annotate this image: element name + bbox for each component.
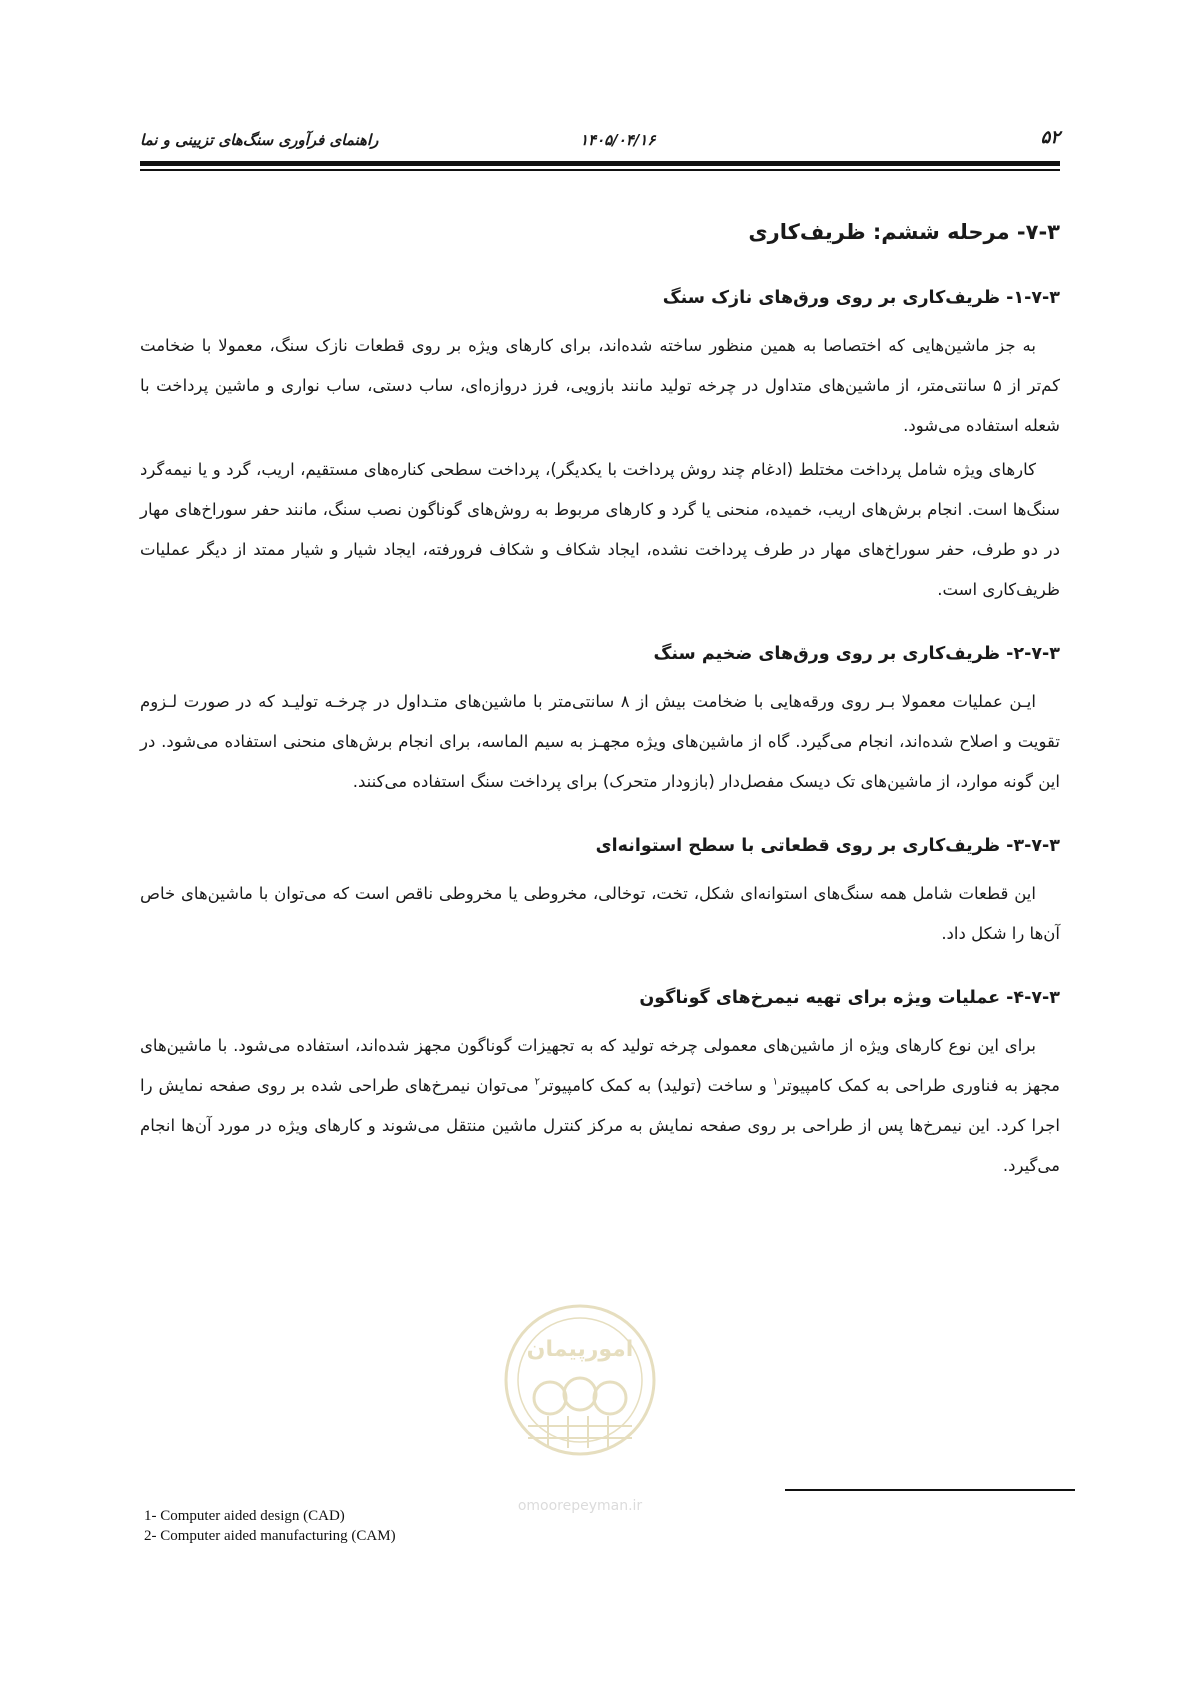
paragraph: این قطعات شامل همه سنگ‌های استوانه‌ای شکل، تخت، توخالی، مخروطی یا مخروطی ناقص است که می‌توان با ماشین‌های خاص آن‌ها را شکل داد. xyxy=(140,884,1060,943)
paragraph-part: می‌توان نیمرخ‌های طراحی شده بر روی صفحه نمایش را اجرا کرد. این نیمرخ‌ها پس از طراحی بر روی صفحه نمایش به مرکز کنترل ماشین منتقل می‌شوند و کارهای ویژه در مورد آن‌ها انجام می‌گیرد. xyxy=(140,1076,1060,1175)
footnote-mark: ۱ xyxy=(772,1076,779,1088)
section-3 xyxy=(140,836,1060,954)
footnote: 1- Computer aided design (CAD) xyxy=(144,1508,345,1524)
page-body xyxy=(140,200,1060,1220)
footnote-mark: ۲ xyxy=(534,1076,540,1088)
section-heading: ۲-۷-۳- ظریف‌کاری بر روی ورق‌های ضخیم سنگ xyxy=(653,644,1060,664)
section-4 xyxy=(140,988,1060,1186)
page-header xyxy=(140,127,1060,155)
header-date: ۱۴۰۵/۰۴/۱۶ xyxy=(580,131,656,149)
paragraph: به جز ماشین‌هایی که اختصاصا به همین منظور ساخته شده‌اند، برای کارهای ویژه بر روی قطعات نازک سنگ، معمولا با ضخامت کم‌تر از ۵ سانتی‌متر، از ماشین‌های متداول در چرخه تولید مانند بازویی، فرز دروازه‌ای، ساب دستی، ساب نواری و ماشین پرداخت با شعله استفاده می‌شود. xyxy=(140,336,1060,435)
book-title: راهنمای فرآوری سنگ‌های تزیینی و نما xyxy=(140,131,379,149)
paragraph-part: با ماشین‌های مجهز به فناوری طراحی به کمک کامپیوتر xyxy=(140,1036,1061,1095)
header-rule-thin xyxy=(140,169,1060,171)
header-rule-thick xyxy=(140,161,1060,166)
section-2 xyxy=(140,644,1060,802)
watermark-logo xyxy=(488,1298,672,1518)
footnote: 2- Computer aided manufacturing (CAM) xyxy=(144,1528,396,1544)
paragraph: ایـن عملیات معمولا بـر روی ورقه‌هایی با ضخامت بیش از ۸ سانتی‌متر با ماشین‌های متـداول در چرخـه تولیـد که در صورت لـزوم تقویت و اصلاح شده‌اند، انجام می‌گیرد. گاه از ماشین‌های ویژه مجهـز به سیم الماسه، برای انجام برش‌های منحنی استفاده می‌شود. در این گونه موارد، از ماشین‌های تک دیسک مفصل‌دار (بازودار متحرک) برای پرداخت سنگ استفاده می‌کنند. xyxy=(140,692,1060,791)
paragraph-part: و ساخت (تولید) به کمک کامپیوتر xyxy=(539,1076,767,1095)
section-heading: ۱-۷-۳- ظریف‌کاری بر روی ورق‌های نازک سنگ xyxy=(662,288,1060,308)
paragraph: کارهای ویژه شامل پرداخت مختلط (ادغام چند روش پرداخت با یکدیگر)، پرداخت سطحی کناره‌های مستقیم، اریب، گرد و یا نیمه‌گرد سنگ‌ها است. انجام برش‌های اریب، خمیده، منحنی یا گرد و کارهای مربوط به روش‌های گوناگون نصب سنگ، مانند حفر سوراخ‌های مهار در دو طرف، حفر سوراخ‌های مهار در طرف پرداخت نشده، ایجاد شکاف و شکاف فرورفته، ایجاد شیار و شیار ممتد از دیگر عملیات ظریف‌کاری است. xyxy=(140,460,1060,599)
watermark-url: omoorepeyman.ir xyxy=(517,1498,643,1514)
section-heading: ۴-۷-۳- عملیات ویژه برای تهیه نیمرخ‌های گوناگون xyxy=(639,988,1060,1008)
chapter-title: ۷-۳- مرحله ششم: ظریف‌کاری xyxy=(748,220,1060,244)
section-heading: ۳-۷-۳- ظریف‌کاری بر روی قطعاتی با سطح استوانه‌ای xyxy=(595,836,1060,856)
section-1 xyxy=(140,288,1060,610)
watermark-logo-text: امورپیمان xyxy=(526,1337,634,1362)
gear-logo-icon xyxy=(488,1298,672,1518)
paragraph xyxy=(140,1026,1060,1186)
footnote-rule xyxy=(785,1489,1075,1491)
footnotes xyxy=(144,1506,396,1546)
paragraph-part: برای این نوع کارهای ویژه از ماشین‌های معمولی چرخه تولید که به تجهیزات گوناگون مجهز شده‌اند، استفاده می‌شود. xyxy=(233,1036,1036,1055)
page-number: ۵۲ xyxy=(1040,127,1060,148)
